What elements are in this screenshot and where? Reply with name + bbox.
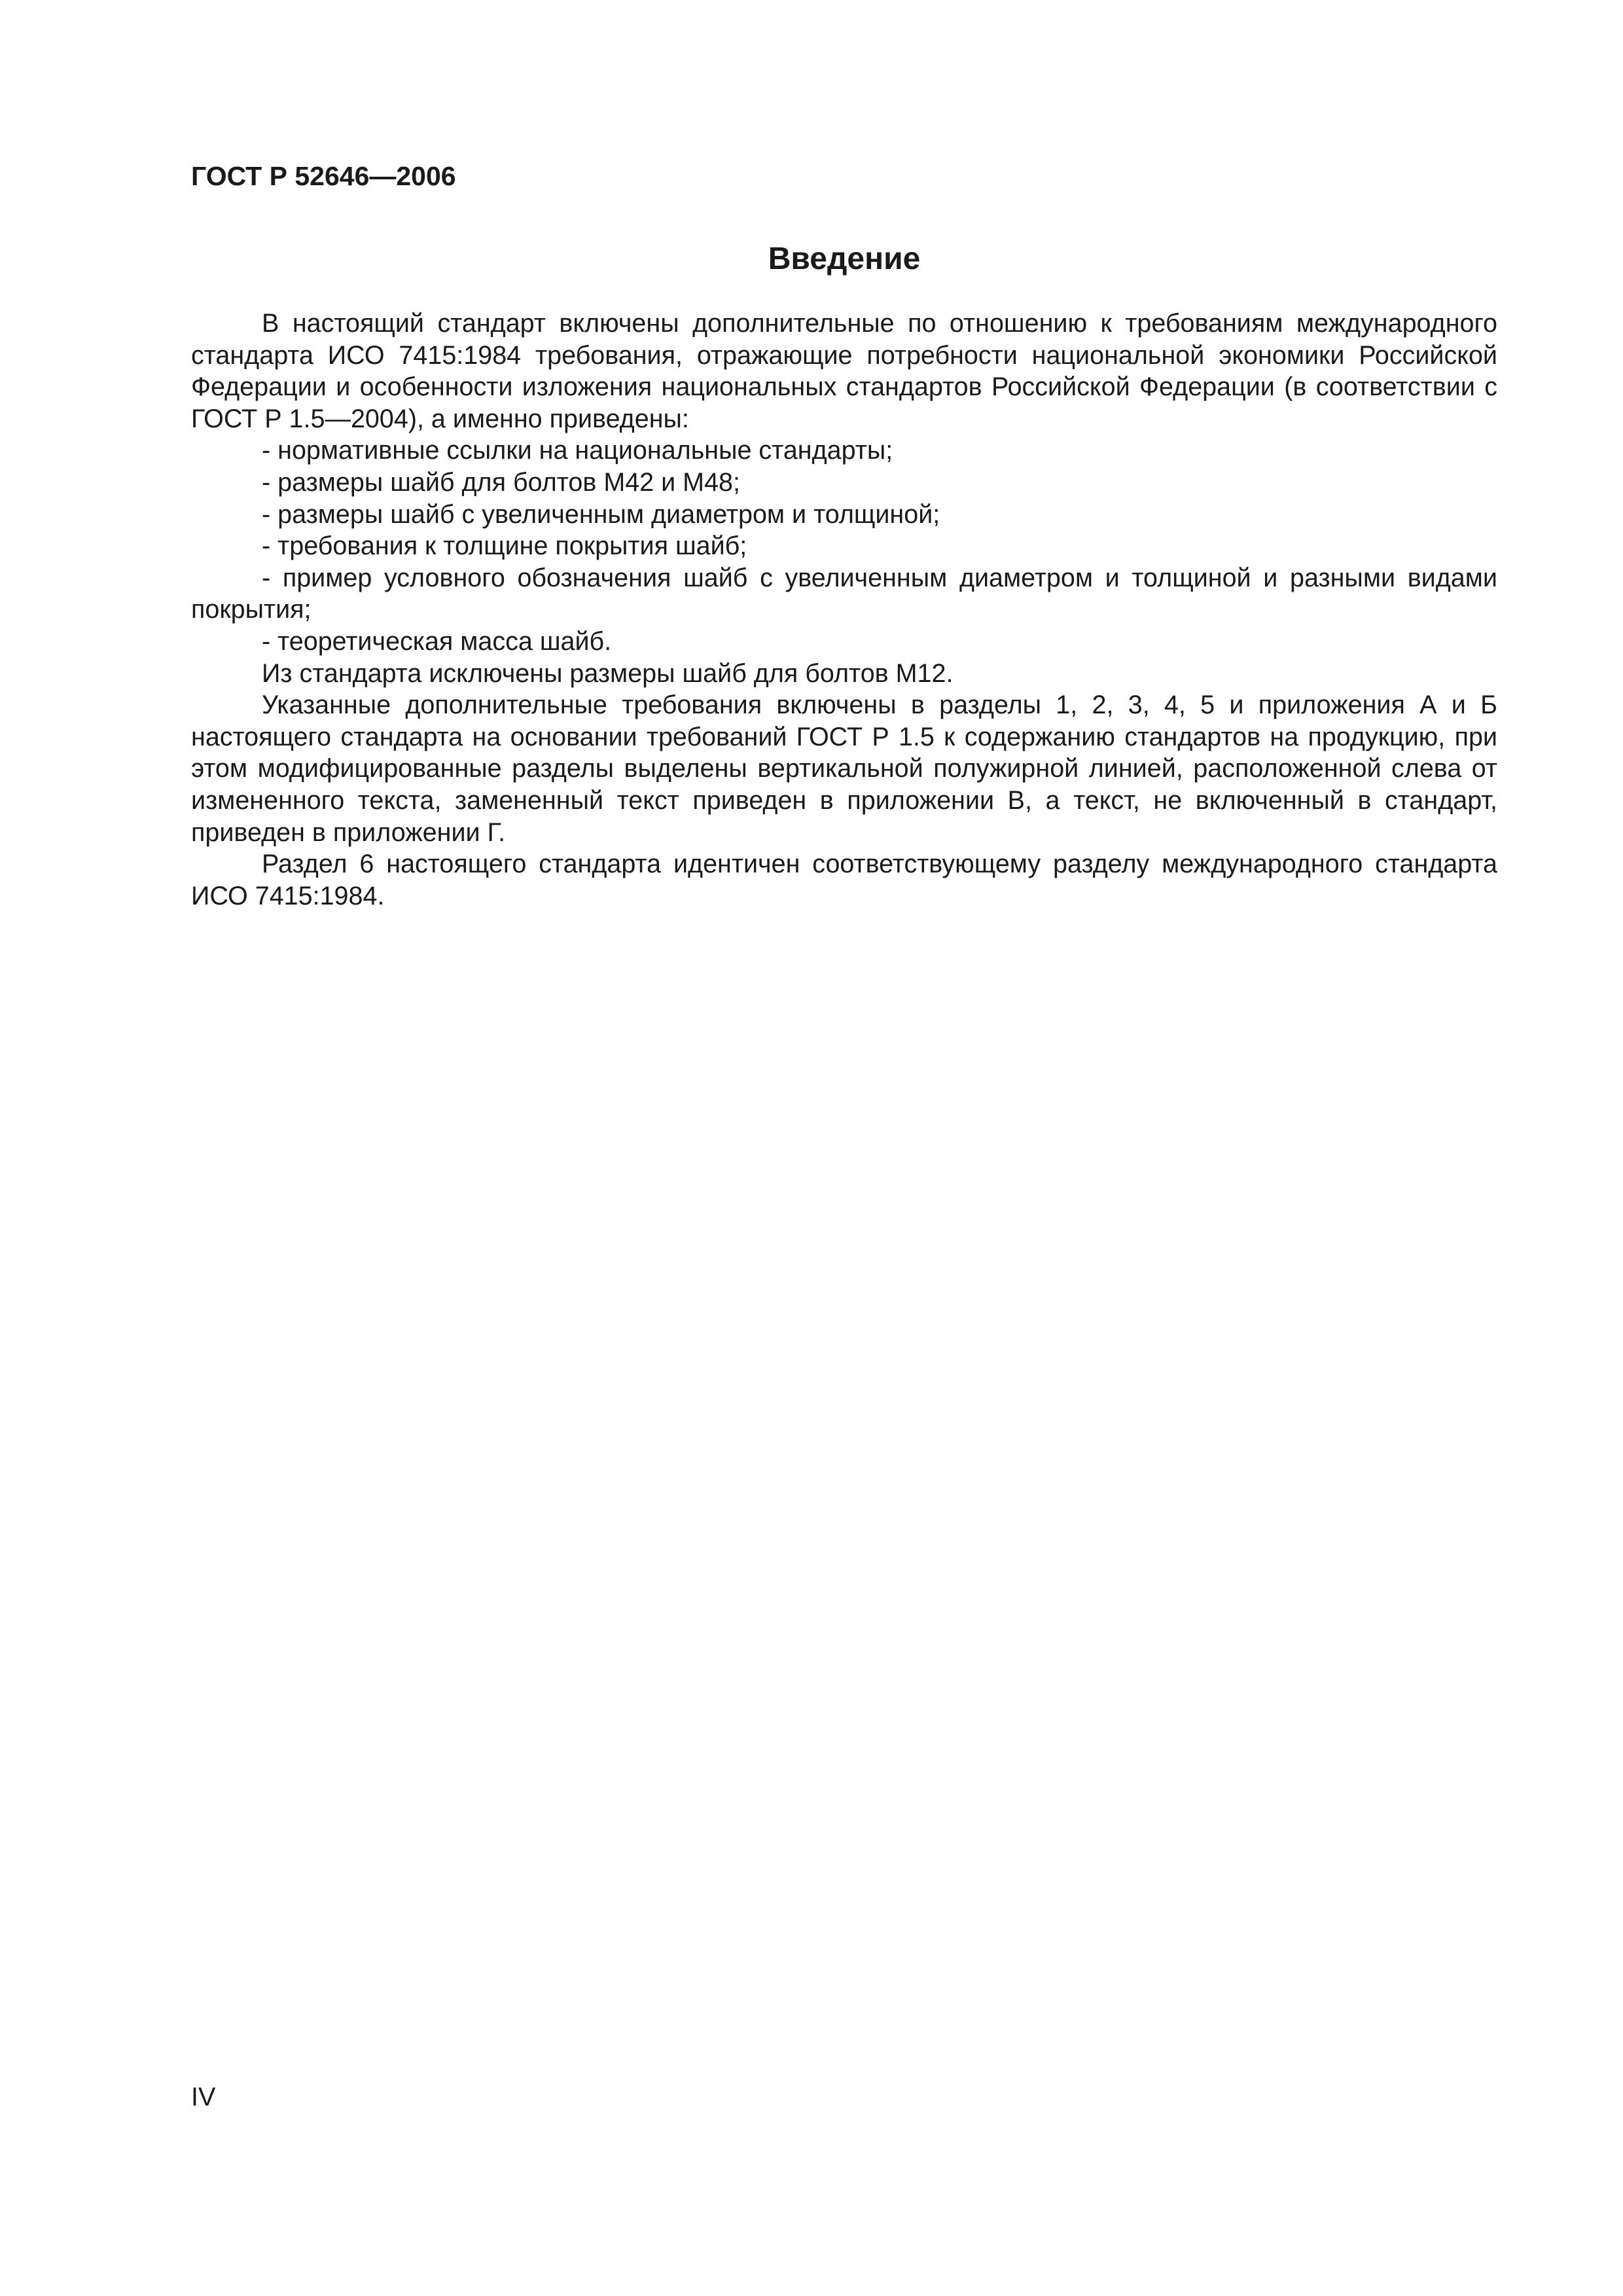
intro-paragraph: В настоящий стандарт включены дополнительные по отношению к требованиям международного стандарта ИСО 7415:1984 требования, отражающие потребности национальной экономики Российской Федерации и особенности изложения национальных стандартов Российской Федерации (в соответствии с ГОСТ Р 1.5—2004), а именно приведены: — [191, 309, 1497, 433]
list-item: - требования к толщине покрытия шайб; — [262, 531, 747, 561]
document-header-id: ГОСТ Р 52646—2006 — [191, 161, 456, 191]
excluded-paragraph: Из стандарта исключены размеры шайб для болтов М12. — [262, 658, 954, 688]
requirements-paragraph: Указанные дополнительные требования включены в разделы 1, 2, 3, 4, 5 и приложения А и Б настоящего стандарта на основании требований ГОСТ Р 1.5 к содержанию стандартов на продукцию, при этом модифицированные разделы выделены вертикальной полужирной линией, расположенной слева от измененного текста, замененный текст приведен в приложении В, а текст, не включенный в стандарт, приведен в приложении Г. — [191, 691, 1497, 847]
list-item: - теоретическая масса шайб. — [262, 626, 612, 656]
list-item: - нормативные ссылки на национальные стандарты; — [262, 436, 893, 465]
section-paragraph: Раздел 6 настоящего стандарта идентичен соответствующему разделу международного стандарта ИСО 7415:1984. — [191, 850, 1497, 910]
document-body — [191, 308, 1497, 912]
section-title: Введение — [768, 242, 921, 276]
page-number: IV — [191, 2083, 216, 2111]
list-item: - пример условного обозначения шайб с увеличенным диаметром и толщиной и разными видами покрытия; — [191, 563, 1497, 624]
list-item: - размеры шайб с увеличенным диаметром и толщиной; — [262, 499, 940, 529]
list-item: - размеры шайб для болтов М42 и М48; — [262, 467, 740, 497]
